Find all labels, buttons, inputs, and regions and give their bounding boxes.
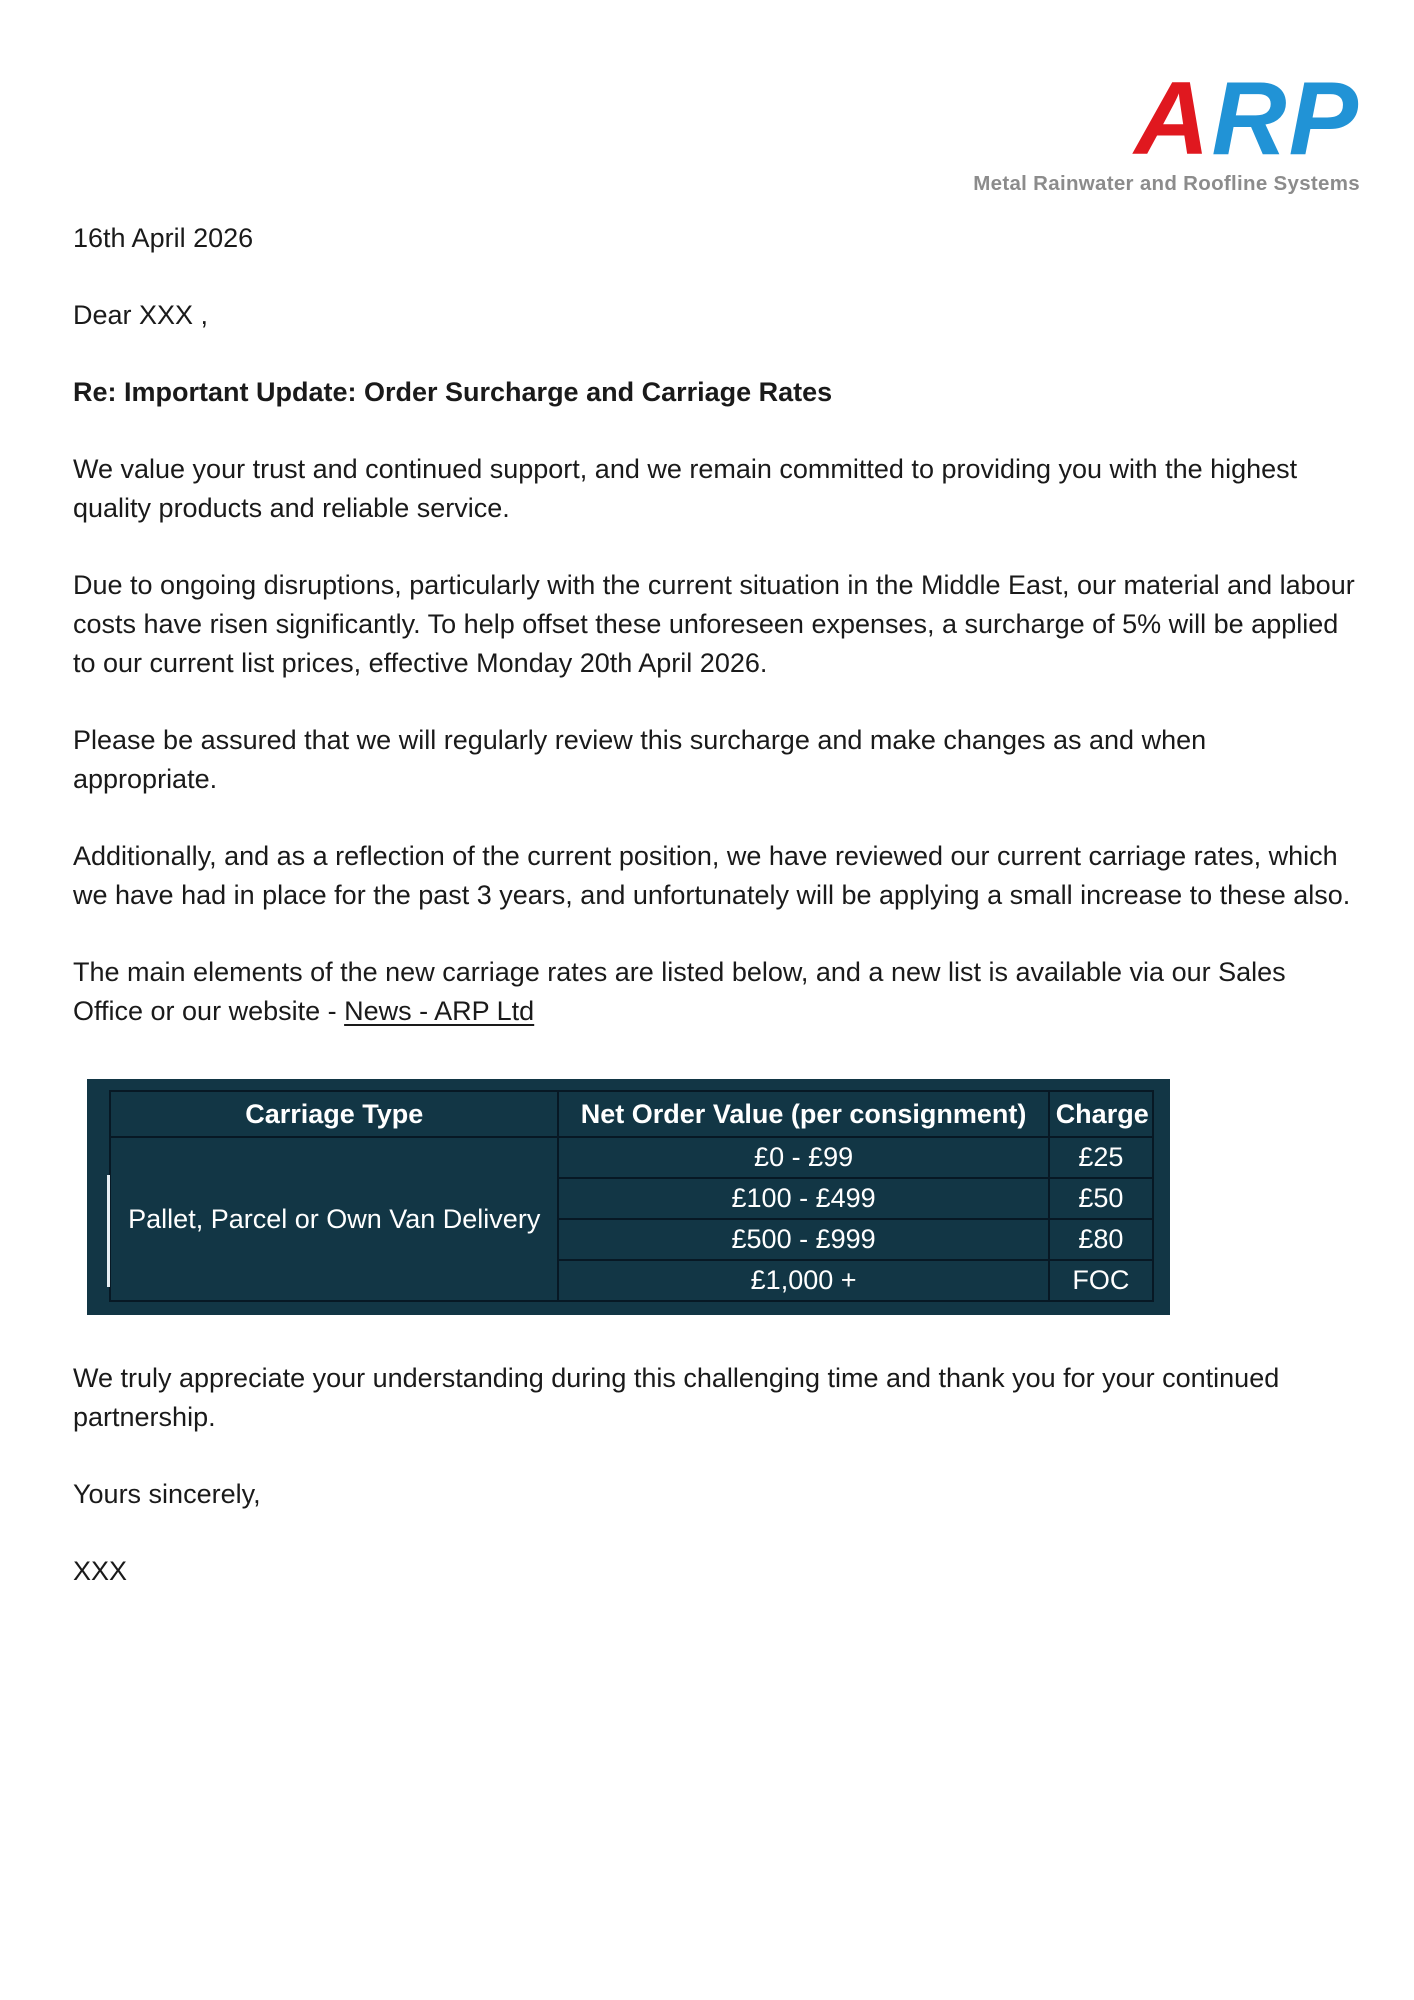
net-order-value-cell: £500 - £999 <box>558 1219 1048 1260</box>
paragraph-review: Please be assured that we will regularly review this surcharge and make changes as and when appropriate. <box>73 725 1207 794</box>
carriage-type-cell: Pallet, Parcel or Own Van Delivery <box>110 1137 558 1301</box>
letter-closing: Yours sincerely, <box>73 1479 261 1509</box>
letter-subject: Re: Important Update: Order Surcharge and Carriage Rates <box>73 377 833 407</box>
net-order-value-cell: £1,000 + <box>558 1260 1048 1301</box>
header-charge: Charge <box>1049 1091 1153 1137</box>
table-selection-artifact <box>107 1175 110 1287</box>
news-arp-ltd-link[interactable]: News - ARP Ltd <box>344 996 535 1026</box>
paragraph-surcharge: Due to ongoing disruptions, particularly with the current situation in the Middle East, our material and labour costs have risen significantly. To help offset these unforeseen expenses, a surcharge of 5% will be applied to our current list prices, effective Monday 20th April 2026. <box>73 570 1355 678</box>
charge-cell: £50 <box>1049 1178 1153 1219</box>
arp-logo-letter-a: A <box>1134 61 1212 177</box>
charge-cell: £25 <box>1049 1137 1153 1178</box>
paragraph-thanks: We truly appreciate your understanding during this challenging time and thank you for your continued partnership. <box>73 1363 1280 1432</box>
net-order-value-cell: £0 - £99 <box>558 1137 1048 1178</box>
letter-greeting: Dear XXX , <box>73 300 209 330</box>
header-net-order-value: Net Order Value (per consignment) <box>558 1091 1048 1137</box>
paragraph-carriage-rates: Additionally, and as a reflection of the current position, we have reviewed our current carriage rates, which we have had in place for the past 3 years, and unfortunately will be applying a small increase to these also. <box>73 841 1351 910</box>
charge-cell: £80 <box>1049 1219 1153 1260</box>
paragraph-new-rates-text: The main elements of the new carriage rates are listed below, and a new list is available via our Sales Office or our website - <box>73 957 1286 1026</box>
letter-signature: XXX <box>73 1556 128 1586</box>
carriage-rates-grid <box>109 1090 1154 1302</box>
arp-logo-wordmark <box>973 61 1360 177</box>
table-header-row <box>110 1091 1153 1137</box>
table-row <box>110 1137 1153 1178</box>
arp-logo-tagline: Metal Rainwater and Roofline Systems <box>973 171 1360 195</box>
paragraph-new-rates <box>73 953 1356 1031</box>
net-order-value-cell: £100 - £499 <box>558 1178 1048 1219</box>
charge-cell: FOC <box>1049 1260 1153 1301</box>
letter-date: 16th April 2026 <box>73 223 254 253</box>
arp-logo-letters-rp: RP <box>1211 61 1360 177</box>
header-carriage-type: Carriage Type <box>110 1091 558 1137</box>
carriage-rates-table <box>87 1079 1170 1315</box>
paragraph-intro: We value your trust and continued support, and we remain committed to providing you with the highest quality products and reliable service. <box>73 454 1298 523</box>
arp-logo <box>973 61 1360 196</box>
